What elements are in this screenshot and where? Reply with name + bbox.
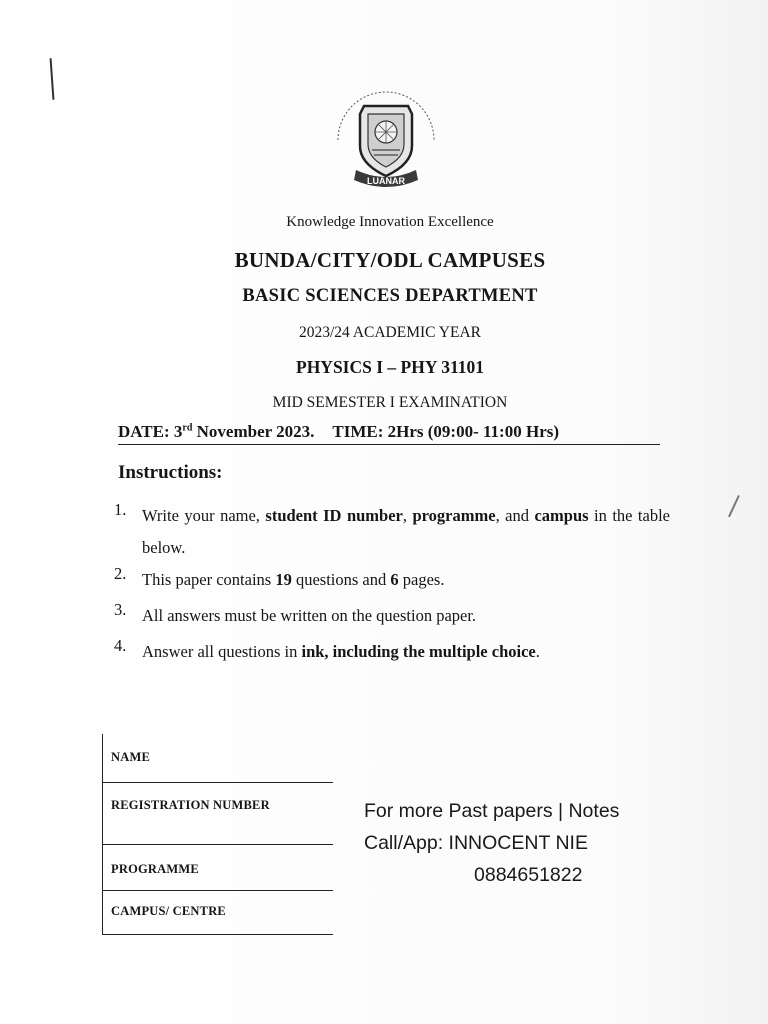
table-row-name[interactable] [103,734,333,783]
table-row-programme[interactable] [103,844,333,891]
department-heading: BASIC SCIENCES DEPARTMENT [242,286,538,306]
exam-title: MID SEMESTER I EXAMINATION [272,394,508,411]
instructions-title: Instructions: [118,462,223,483]
date-time-line [118,422,660,445]
exam-date: DATE: 3rd November 2023. [118,422,315,441]
instructions-list [114,500,670,672]
advert-phone: 0884651822 [474,864,583,886]
row-label: REGISTRATION NUMBER [111,798,270,812]
table-row-campus[interactable] [103,890,333,934]
university-seal [326,84,446,194]
advert-line-contact: Call/App: INNOCENT NIE [364,832,588,854]
row-label: CAMPUS/ CENTRE [111,904,226,918]
table-row-registration[interactable] [103,782,333,845]
campuses-heading: BUNDA/CITY/ODL CAMPUSES [234,248,546,272]
pen-mark [728,495,740,517]
academic-year: 2023/24 ACADEMIC YEAR [299,324,481,341]
student-details-table [102,734,333,935]
instruction-item: 2. This paper contains 19 questions and 6 pages. [114,564,445,589]
course-title: PHYSICS I – PHY 31101 [296,357,484,377]
instruction-item: 4. Answer all questions in ink, including the multiple choice. [114,636,540,661]
exam-time: TIME: 2Hrs (09:00- 11:00 Hrs) [332,422,560,441]
pen-mark [50,58,55,100]
svg-text:LUANAR: LUANAR [367,176,405,186]
advert-line-notes: For more Past papers | Notes [364,800,620,822]
instruction-item: 1. Write your name, student ID number, programme, and campus in the table below. [114,500,671,557]
instruction-item: 3. All answers must be written on the question paper. [114,600,477,625]
motto: Knowledge Innovation Excellence [286,214,494,230]
row-label: PROGRAMME [111,862,199,876]
row-label: NAME [111,750,150,764]
